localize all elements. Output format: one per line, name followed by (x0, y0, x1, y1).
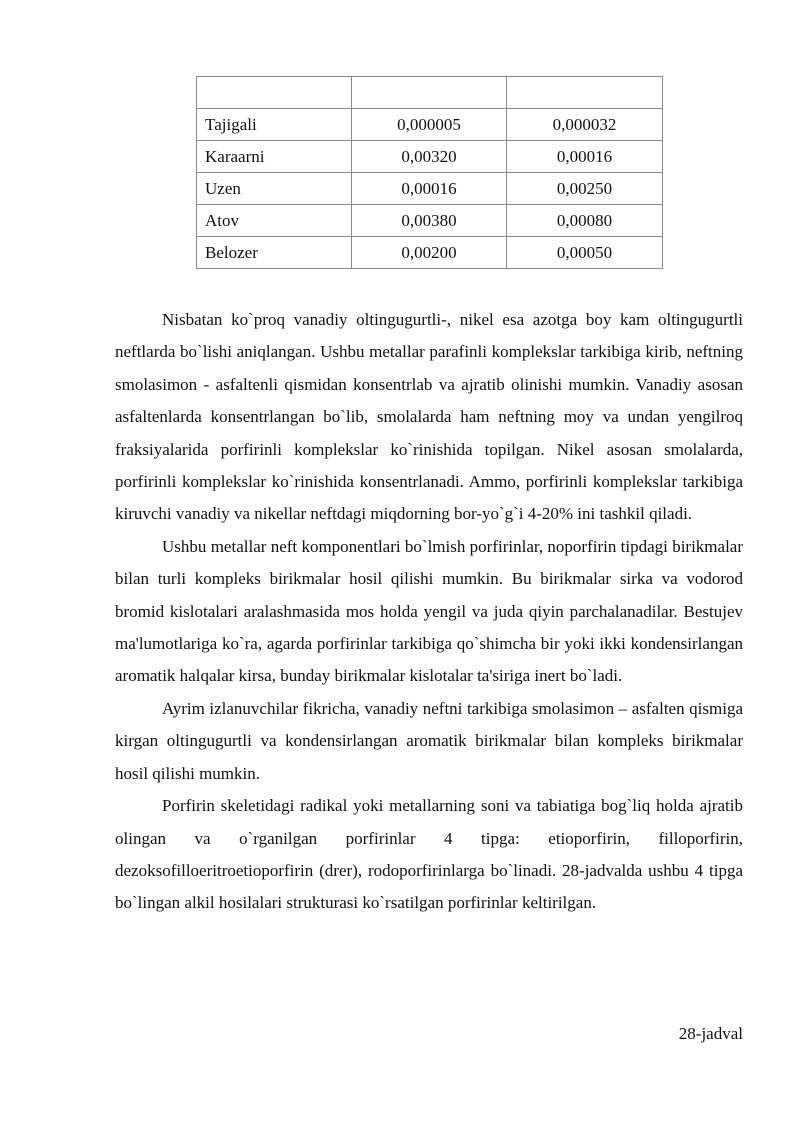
table-cell-value: 0,000005 (352, 109, 507, 141)
paragraph-porphyrin-types: Porfirin skeletidagi radikal yoki metallarning soni va tabiatiga bog`liq holda ajratib olingan va o`rganilgan porfirinlar 4 tipga: etioporfirin, filloporfirin, dezoksofilloeritroetioporfirin (drer), rodoporfirinlarga bo`linadi. 28-jadvalda ushbu 4 tipga bo`lingan alkil hosilalari strukturasi ko`rsatilgan porfirinlar keltirilgan. (115, 796, 743, 913)
table-cell-value: 0,00080 (507, 205, 663, 237)
table-cell-value: 0,00016 (352, 173, 507, 205)
table-cell-name: Uzen (197, 173, 352, 205)
metal-content-table (196, 76, 663, 269)
table-cell-value: 0,00320 (352, 141, 507, 173)
table-cell-value: 0,00380 (352, 205, 507, 237)
table-row (197, 109, 663, 141)
table-cell-name: Karaarni (197, 141, 352, 173)
table-cell-value: 0,00200 (352, 237, 507, 269)
table-cell-value: 0,00050 (507, 237, 663, 269)
paragraph-metal-complexes: Ushbu metallar neft komponentlari bo`lmish porfirinlar, noporfirin tipdagi birikmalar bilan turli kompleks birikmalar hosil qilishi mumkin. Bu birikmalar sirka va vodorod bromid kislotalari aralashmasida mos holda yengil va juda qiyin parchalanadilar. Bestujev ma'lumotlariga ko`ra, agarda porfirinlar tarkibiga qo`shimcha bir yoki ikki kondensirlangan aromatik halqalar kirsa, bunday birikmalar kislotalar ta'siriga inert bo`ladi. (115, 536, 743, 686)
paragraph-researchers-opinion: Ayrim izlanuvchilar fikricha, vanadiy neftni tarkibiga smolasimon – asfalten qismiga kirgan oltingugurtli va kondensirlangan aromatik birikmalar bilan kompleks birikmalar hosil qilishi mumkin. (115, 698, 743, 783)
table-row (197, 237, 663, 269)
paragraph-vanadium-nickel: Nisbatan ko`proq vanadiy oltingugurtli-, nikel esa azotga boy kam oltingugurtli neftlarda bo`lishi aniqlangan. Ushbu metallar parafinli komplekslar tarkibiga kirib, neftning smolasimon - asfaltenli qismidan konsentrlab va ajratib olinishi mumkin. Vanadiy asosan asfaltenlarda konsentrlangan bo`lib, smolalarda ham neftning moy va undan yengilroq fraksiyalarida porfirinli komplekslar ko`rinishida topilgan. Nikel asosan smolalarda, porfirinli komplekslar ko`rinishida konsentrlanadi. Ammo, porfirinli komplekslar tarkibiga kiruvchi vanadiy va nikellar neftdagi miqdorning bor-yo`g`i 4-20% ini tashkil qiladi. (115, 310, 743, 524)
table-cell-value (507, 77, 663, 109)
table-caption: 28-jadval (678, 1024, 743, 1043)
table-cell-value (352, 77, 507, 109)
body-text (115, 304, 743, 920)
table-row (197, 141, 663, 173)
table-row (197, 77, 663, 109)
table-cell-name: Atov (197, 205, 352, 237)
table-cell-value: 0,000032 (507, 109, 663, 141)
table-cell-value: 0,00250 (507, 173, 663, 205)
table-row (197, 173, 663, 205)
table-cell-name (197, 77, 352, 109)
table-row (197, 205, 663, 237)
table-cell-value: 0,00016 (507, 141, 663, 173)
table-cell-name: Belozer (197, 237, 352, 269)
table-cell-name: Tajigali (197, 109, 352, 141)
